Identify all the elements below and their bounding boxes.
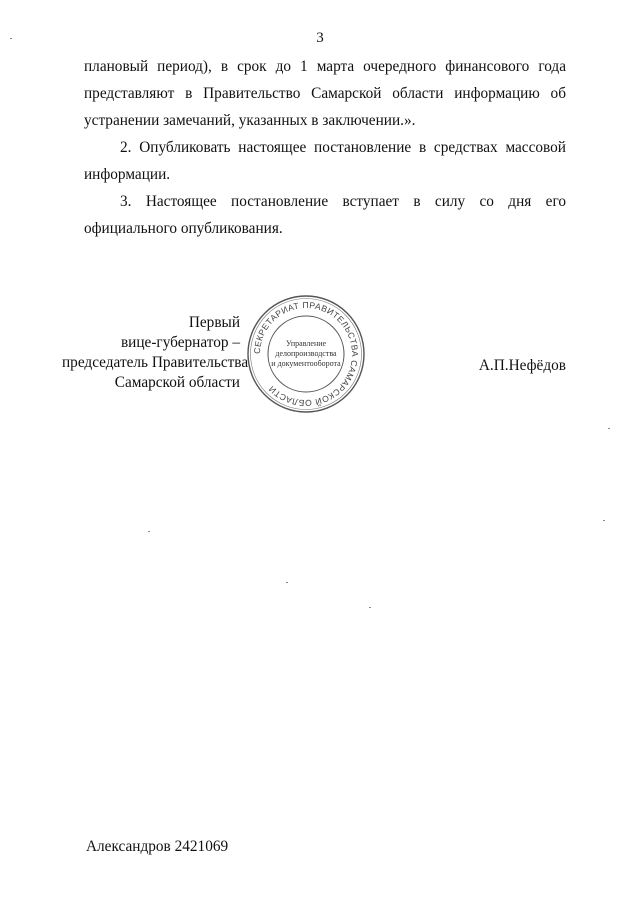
signatory-title-line: Первый bbox=[188, 314, 240, 331]
document-body bbox=[84, 53, 566, 242]
stamp-center-line: Управление bbox=[285, 339, 327, 348]
stamp-center-line: и документооборота bbox=[271, 359, 341, 368]
scan-speck bbox=[369, 607, 371, 608]
signatory-title-line: Самарской области bbox=[114, 374, 240, 391]
paragraph-continuation: плановый период), в срок до 1 марта очередного финансового года представляют в Правительство Самарской области информацию об устранении замечаний, указанных в заключении.». bbox=[84, 58, 566, 129]
page-number: 3 bbox=[316, 30, 324, 46]
signatory-title-line: председатель Правительства bbox=[62, 354, 249, 371]
scan-speck bbox=[286, 582, 288, 583]
stamp-center-line: делопроизводства bbox=[275, 349, 337, 358]
executor-line: Александров 2421069 bbox=[86, 838, 229, 855]
scan-speck bbox=[608, 428, 610, 429]
scan-speck bbox=[148, 531, 150, 532]
scan-speck bbox=[603, 520, 605, 521]
paragraph-item-3: 3. Настоящее постановление вступает в силу со дня его официального опубликования. bbox=[84, 193, 566, 237]
scan-speck bbox=[10, 38, 12, 39]
paragraph-item-2: 2. Опубликовать настоящее постановление в средствах массовой информации. bbox=[84, 139, 566, 183]
signatory-title bbox=[62, 313, 249, 393]
signatory-name: А.П.Нефёдов bbox=[478, 357, 566, 374]
stamp-ring-text: СЕКРЕТАРИАТ ПРАВИТЕЛЬСТВА САМАРСКОЙ ОБЛАСТИ bbox=[251, 299, 361, 409]
signatory-title-line: вице-губернатор – bbox=[120, 334, 240, 351]
official-stamp bbox=[245, 293, 367, 415]
